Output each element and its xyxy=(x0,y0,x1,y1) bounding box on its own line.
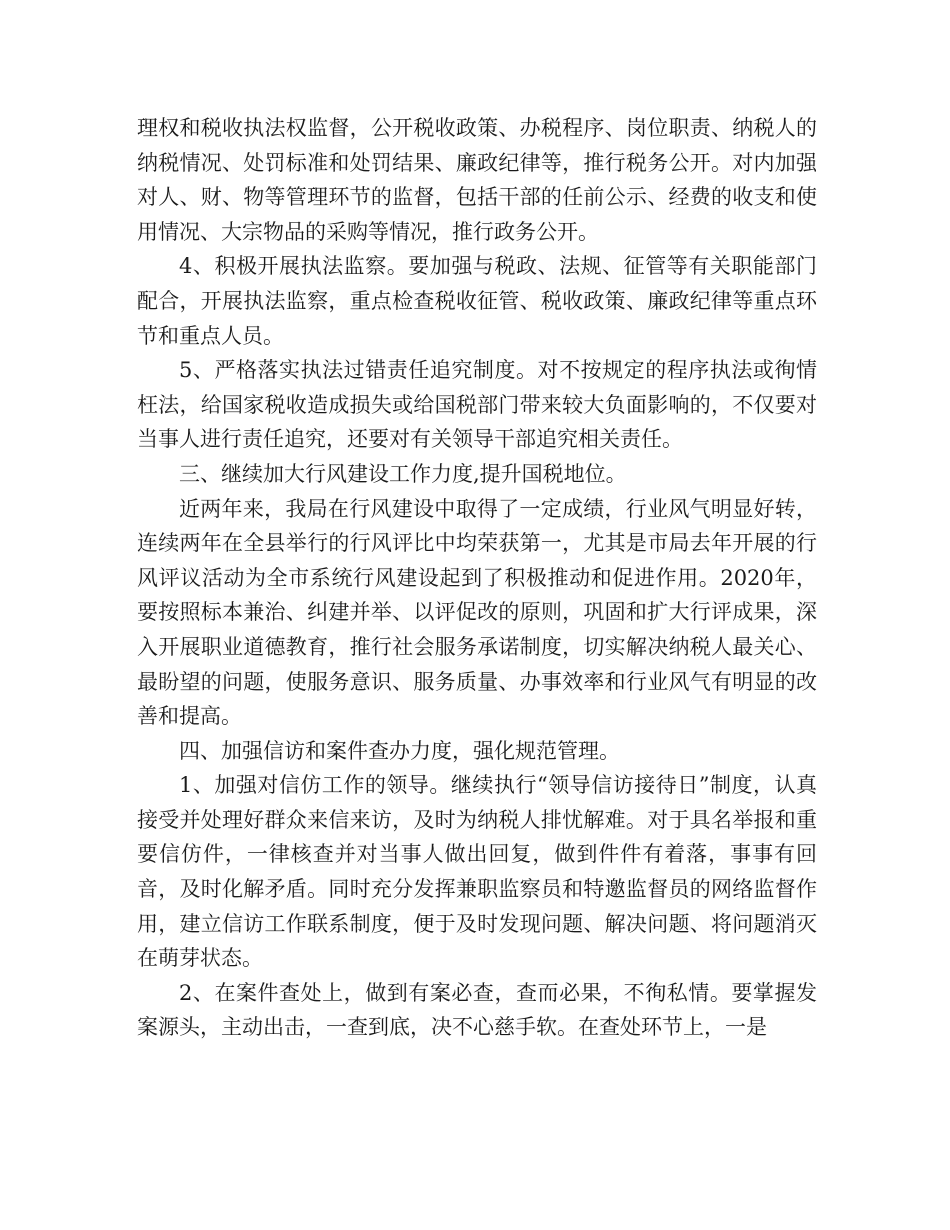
paragraph-item-2: 2、在案件查处上，做到有案必查，查而必果，不徇私情。要掌握发案源头，主动出击，一查到底，决不心慈手软。在查处环节上，一是 xyxy=(137,980,817,1040)
section-heading-4: 四、加强信访和案件查办力度，强化规范管理。 xyxy=(179,738,620,763)
document-body xyxy=(137,111,817,1045)
paragraph-item-5: 5、严格落实执法过错责任追究制度。对不按规定的程序执法或徇情枉法，给国家税收造成损失或给国税部门带来较大负面影响的，不仅要对当事人进行责任追究，还要对有关领导干部追究相关责任。 xyxy=(137,358,817,452)
paragraph-continuation: 理权和税收执法权监督，公开税收政策、办税程序、岗位职责、纳税人的纳税情况、处罚标准和处罚结果、廉政纪律等，推行税务公开。对内加强对人、财、物等管理环节的监督，包括干部的任前公示、经费的收支和使用情况、大宗物品的采购等情况，推行政务公开。 xyxy=(137,116,817,244)
paragraph-item-4: 4、积极开展执法监察。要加强与税政、法规、征管等有关职能部门配合，开展执法监察，重点检查税收征管、税收政策、廉政纪律等重点环节和重点人员。 xyxy=(137,254,817,348)
paragraph-item-1: 1、加强对信仿工作的领导。继续执行“领导信访接待日”制度，认真接受并处理好群众来信来访，及时为纳税人排忧解难。对于具名举报和重要信仿件，一律核查并对当事人做出回复，做到件件有着落，事事有回音，及时化解矛盾。同时充分发挥兼职监察员和特邀监督员的网络监督作用，建立信访工作联系制度，便于及时发现问题、解决问题、将问题消灭在萌芽状态。 xyxy=(137,773,817,971)
paragraph-section-3-body: 近两年来，我局在行风建设中取得了一定成绩，行业风气明显好转，连续两年在全县举行的行风评比中均荣获第一，尤其是市局去年开展的行风评议活动为全市系统行风建设起到了积极推动和促进作用。2020年，要按照标本兼治、纠建并举、以评促改的原则，巩固和扩大行评成果，深入开展职业道德教育，推行社会服务承诺制度，切实解决纳税人最关心、最盼望的问题，使服务意识、服务质量、办事效率和行业风气有明显的改善和提高。 xyxy=(137,496,817,729)
section-heading-3: 三、继续加大行风建设工作力度,提升国税地位。 xyxy=(179,461,627,486)
